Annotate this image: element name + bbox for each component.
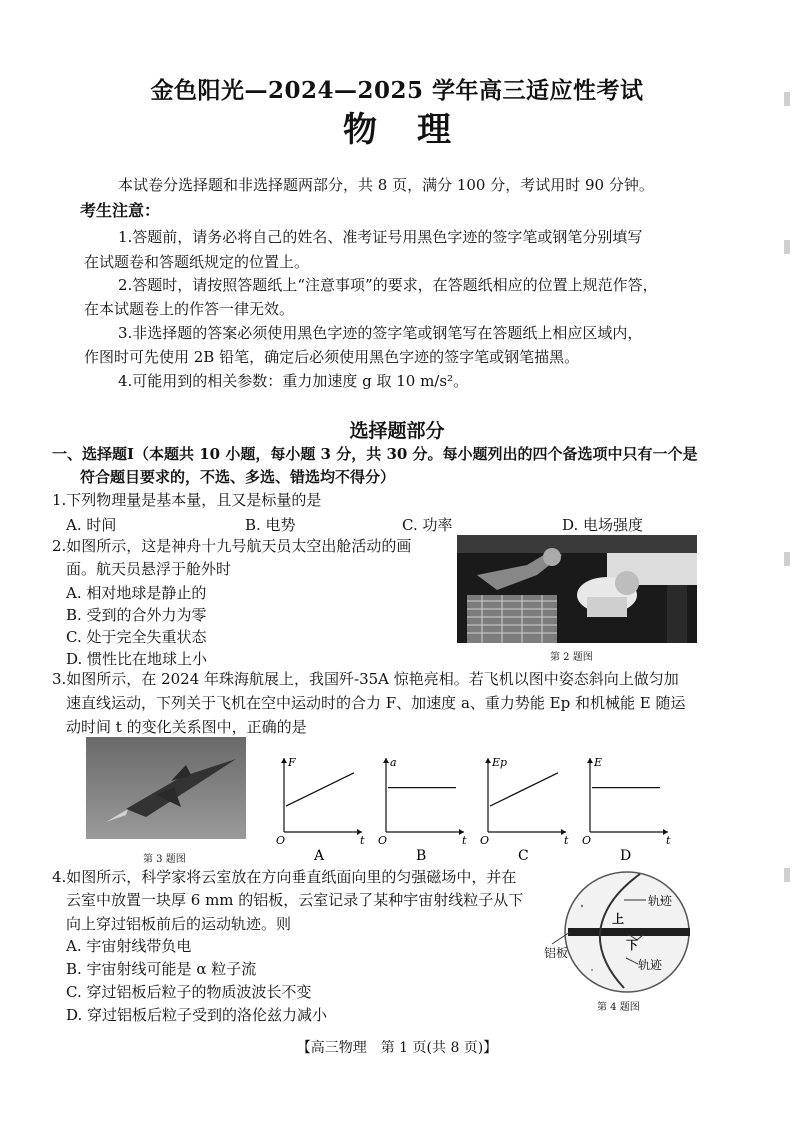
graph-option-label: B (416, 848, 427, 860)
q4-option-c: C. 穿过铝板后粒子的物质波波长不变 (66, 983, 312, 1001)
part1-instructions-cont: 符合题目要求的，不选、多选、错选均不得分） (80, 468, 396, 486)
track-label-bottom: 轨迹 (638, 958, 663, 972)
motion-graphs (276, 750, 696, 860)
graph-origin-label: O (378, 834, 388, 847)
scan-edge-mark (784, 240, 790, 254)
graph-data-line (286, 773, 354, 806)
q1-option-d: D. 电场强度 (562, 516, 644, 534)
page-footer: 【高三物理 第 1 页(共 8 页)】 (296, 1040, 498, 1056)
q3-stem-cont: 动时间 t 的变化关系图中，正确的是 (66, 718, 307, 736)
lower-label: 下 (626, 938, 639, 952)
q2-option-b: B. 受到的合外力为零 (66, 606, 207, 624)
graph-origin-label: O (480, 834, 490, 847)
fighter-jet-photo (86, 737, 246, 839)
scan-edge-mark (784, 92, 790, 106)
graph-y-arrow-icon (587, 758, 593, 763)
notice-line: 在试题卷和答题纸规定的位置上。 (84, 253, 310, 271)
notice-line: 作图时可先使用 2B 铅笔，确定后必须使用黑色字迹的签字笔或钢笔描黑。 (84, 348, 580, 366)
notice-line: 4.可能用到的相关参数：重力加速度 g 取 10 m/s²。 (118, 372, 469, 390)
graph-y-arrow-icon (485, 758, 491, 763)
q1-stem: 1.下列物理量是基本量，且又是标量的是 (52, 491, 322, 509)
q3-figure-caption: 第 3 题图 (143, 854, 186, 865)
graph-option-label: C (518, 848, 529, 860)
subject-title: 物理 (343, 110, 491, 150)
scan-edge-mark (784, 552, 790, 566)
notice-line: 3.非选择题的答案必须使用黑色字迹的签字笔或钢笔写在答题纸上相应区域内， (118, 324, 643, 342)
graph-x-label: t (360, 834, 365, 847)
graph-x-label: t (666, 834, 671, 847)
graph-x-label: t (462, 834, 467, 847)
graph-y-label: Ep (492, 756, 508, 769)
notice-heading: 考生注意： (80, 201, 161, 220)
q3-stem: 3.如图所示，在 2024 年珠海航展上，我国歼-35A 惊艳亮相。若飞机以图中姿态斜向上做匀加 (52, 670, 679, 688)
q4-stem: 4.如图所示，科学家将云室放在方向垂直纸面向里的匀强磁场中，并在 (52, 868, 517, 886)
q1-option-a: A. 时间 (66, 516, 117, 534)
graph-data-line (490, 773, 558, 806)
track-label-top: 轨迹 (648, 894, 673, 908)
q4-option-d: D. 穿过铝板后粒子受到的洛伦兹力减小 (66, 1006, 328, 1024)
graph-origin-label: O (582, 834, 592, 847)
graph-y-label: E (594, 756, 603, 769)
graph-x-label: t (564, 834, 569, 847)
astronaut-spacewalk-photo (457, 535, 697, 643)
q4-figure-caption: 第 4 题图 (597, 1002, 640, 1013)
exam-title: 金色阳光—2024—2025 学年高三适应性考试 (150, 77, 644, 104)
q3-stem-cont: 速直线运动，下列关于飞机在空中运动时的合力 F、加速度 a、重力势能 Ep 和机械能 E 随运 (66, 694, 686, 712)
graph-y-arrow-icon (383, 758, 389, 763)
graph-y-label: F (288, 756, 296, 769)
intro-text: 本试卷分选择题和非选择题两部分，共 8 页，满分 100 分，考试用时 90 分钟。 (118, 176, 654, 194)
q2-option-d: D. 惯性比在地球上小 (66, 650, 208, 668)
graph-origin-label: O (276, 834, 286, 847)
q2-option-a: A. 相对地球是静止的 (66, 584, 207, 602)
notice-line: 在本试题卷上的作答一律无效。 (84, 300, 295, 318)
plate-label: 铝板 (544, 946, 569, 960)
notice-line: 2.答题时，请按照答题纸上“注意事项”的要求，在答题纸相应的位置上规范作答， (118, 276, 658, 294)
graph-y-label: a (390, 756, 397, 769)
q2-figure-caption: 第 2 题图 (550, 652, 593, 663)
graph-option-label: D (620, 848, 632, 860)
q4-option-a: A. 宇宙射线带负电 (66, 937, 192, 955)
q1-option-c: C. 功率 (402, 516, 453, 534)
q2-stem: 2.如图所示，这是神舟十九号航天员太空出舱活动的画 (52, 537, 412, 555)
upper-label: 上 (612, 912, 625, 926)
q2-stem-cont: 面。航天员悬浮于舱外时 (66, 560, 232, 578)
section-title: 选择题部分 (349, 420, 445, 442)
cloud-chamber-photo (542, 870, 692, 994)
notice-line: 1.答题前，请务必将自己的姓名、准考证号用黑色字迹的签字笔或钢笔分别填写 (118, 228, 643, 246)
q4-option-b: B. 宇宙射线可能是 α 粒子流 (66, 960, 257, 978)
part1-instructions: 一、选择题Ⅰ（本题共 10 小题，每小题 3 分，共 30 分。每小题列出的四个备选项中只有一个是 (52, 445, 698, 463)
scan-edge-mark (784, 868, 790, 882)
q4-stem-cont: 向上穿过铝板前后的运动轨迹。则 (66, 915, 292, 933)
q4-stem-cont: 云室中放置一块厚 6 mm 的铝板，云室记录了某种宇宙射线粒子从下 (66, 891, 524, 909)
q1-option-b: B. 电势 (245, 516, 296, 534)
graph-option-label: A (314, 848, 325, 860)
q2-option-c: C. 处于完全失重状态 (66, 628, 207, 646)
graph-y-arrow-icon (281, 758, 287, 763)
